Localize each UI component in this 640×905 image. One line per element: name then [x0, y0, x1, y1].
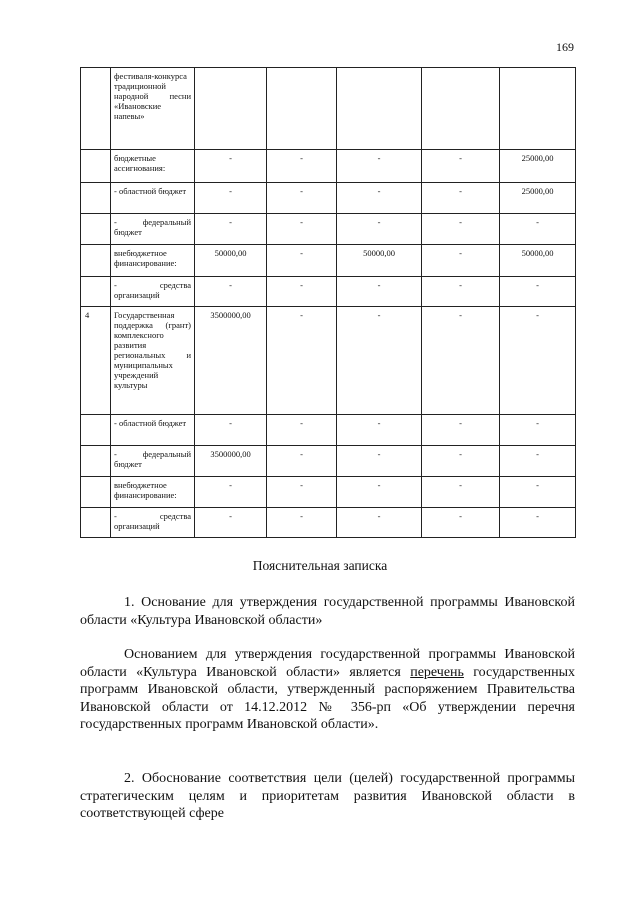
row-index-cell: [81, 68, 111, 150]
amount-cell: -: [195, 214, 267, 245]
table-row: [81, 150, 576, 183]
amount-cell: -: [267, 415, 337, 446]
amount-cell: -: [267, 214, 337, 245]
amount-cell: -: [337, 277, 422, 307]
amount-cell: -: [195, 477, 267, 508]
row-index-cell: [81, 245, 111, 277]
page-number: 169: [556, 40, 574, 54]
note-title: Пояснительная записка: [252, 558, 388, 573]
row-index-cell: [81, 214, 111, 245]
table-row: [81, 183, 576, 214]
table-row: [81, 415, 576, 446]
table-row: [81, 68, 576, 150]
row-label-cell: бюджетные ассигнования:: [111, 150, 195, 183]
amount-cell: 3500000,00: [195, 307, 267, 415]
row-label-cell: - областной бюджет: [111, 415, 195, 446]
amount-cell: 25000,00: [500, 150, 576, 183]
amount-cell: -: [422, 277, 500, 307]
row-index-cell: 4: [81, 307, 111, 415]
amount-cell: -: [337, 415, 422, 446]
amount-cell: -: [422, 183, 500, 214]
row-index-cell: [81, 446, 111, 477]
amount-cell: 50000,00: [195, 245, 267, 277]
amount-cell: -: [500, 415, 576, 446]
table-row: [81, 214, 576, 245]
amount-cell: -: [422, 508, 500, 538]
amount-cell: -: [422, 477, 500, 508]
amount-cell: -: [195, 277, 267, 307]
amount-cell: -: [422, 214, 500, 245]
amount-cell: -: [195, 150, 267, 183]
amount-cell: -: [337, 446, 422, 477]
amount-cell: -: [195, 183, 267, 214]
table-row: [81, 245, 576, 277]
amount-cell: [337, 68, 422, 150]
amount-cell: -: [500, 277, 576, 307]
row-label-cell: внебюджетное финансирование:: [111, 245, 195, 277]
amount-cell: [195, 68, 267, 150]
table-body: [81, 68, 576, 538]
amount-cell: 50000,00: [500, 245, 576, 277]
amount-cell: -: [500, 508, 576, 538]
section-1-text-a: Основанием для утверждения государственной программы Ивановской области «Культура Ивановской области» является: [80, 647, 575, 680]
amount-cell: 50000,00: [337, 245, 422, 277]
amount-cell: 25000,00: [500, 183, 576, 214]
table-row: [81, 477, 576, 508]
amount-cell: -: [422, 446, 500, 477]
amount-cell: -: [500, 307, 576, 415]
table-row: [81, 508, 576, 538]
amount-cell: -: [267, 508, 337, 538]
amount-cell: -: [422, 150, 500, 183]
row-label-cell: внебюджетное финансирование:: [111, 477, 195, 508]
perechen-link[interactable]: перечень: [410, 664, 464, 680]
amount-cell: -: [267, 307, 337, 415]
section-1-heading: 1. Основание для утверждения государственной программы Ивановской области «Культура Ивановской области»: [80, 595, 575, 628]
amount-cell: [422, 68, 500, 150]
row-label-cell: - федеральный бюджет: [111, 446, 195, 477]
amount-cell: -: [195, 508, 267, 538]
row-index-cell: [81, 477, 111, 508]
section-1-body: [80, 646, 575, 734]
amount-cell: [267, 68, 337, 150]
row-label-cell: - областной бюджет: [111, 183, 195, 214]
budget-table: [80, 67, 576, 538]
amount-cell: -: [337, 150, 422, 183]
amount-cell: -: [267, 477, 337, 508]
row-index-cell: [81, 183, 111, 214]
amount-cell: [500, 68, 576, 150]
row-label-cell: Государственная поддержка (грант) комплексного развития региональных и муниципальных учреждений культуры: [111, 307, 195, 415]
row-index-cell: [81, 277, 111, 307]
amount-cell: -: [267, 277, 337, 307]
amount-cell: -: [500, 446, 576, 477]
amount-cell: -: [267, 245, 337, 277]
amount-cell: -: [267, 183, 337, 214]
amount-cell: -: [337, 477, 422, 508]
amount-cell: -: [267, 150, 337, 183]
amount-cell: -: [195, 415, 267, 446]
amount-cell: -: [337, 183, 422, 214]
table-row: [81, 307, 576, 415]
table-row: [81, 446, 576, 477]
amount-cell: -: [422, 245, 500, 277]
table-row: [81, 277, 576, 307]
row-index-cell: [81, 150, 111, 183]
amount-cell: -: [337, 214, 422, 245]
amount-cell: -: [337, 307, 422, 415]
amount-cell: -: [337, 508, 422, 538]
row-label-cell: - средства организаций: [111, 277, 195, 307]
row-label-cell: фестиваля-конкурса традиционной народной песни «Ивановские напевы»: [111, 68, 195, 150]
amount-cell: -: [422, 415, 500, 446]
amount-cell: -: [422, 307, 500, 415]
row-index-cell: [81, 508, 111, 538]
amount-cell: -: [500, 214, 576, 245]
amount-cell: 3500000,00: [195, 446, 267, 477]
row-label-cell: - федеральный бюджет: [111, 214, 195, 245]
amount-cell: -: [500, 477, 576, 508]
row-label-cell: - средства организаций: [111, 508, 195, 538]
section-2-heading: 2. Обоснование соответствия цели (целей) государственной программы стратегическим целям и приоритетам развития Ивановской области в соответствующей сфере: [80, 771, 575, 822]
amount-cell: -: [267, 446, 337, 477]
section-1-text-b: государственных программ Ивановской области, утвержденный распоряжением Правительства Ивановской области от 14.12.2012 № 356-рп «Об утверждении перечня государственных программ Ивановской области».: [80, 664, 575, 733]
row-index-cell: [81, 415, 111, 446]
